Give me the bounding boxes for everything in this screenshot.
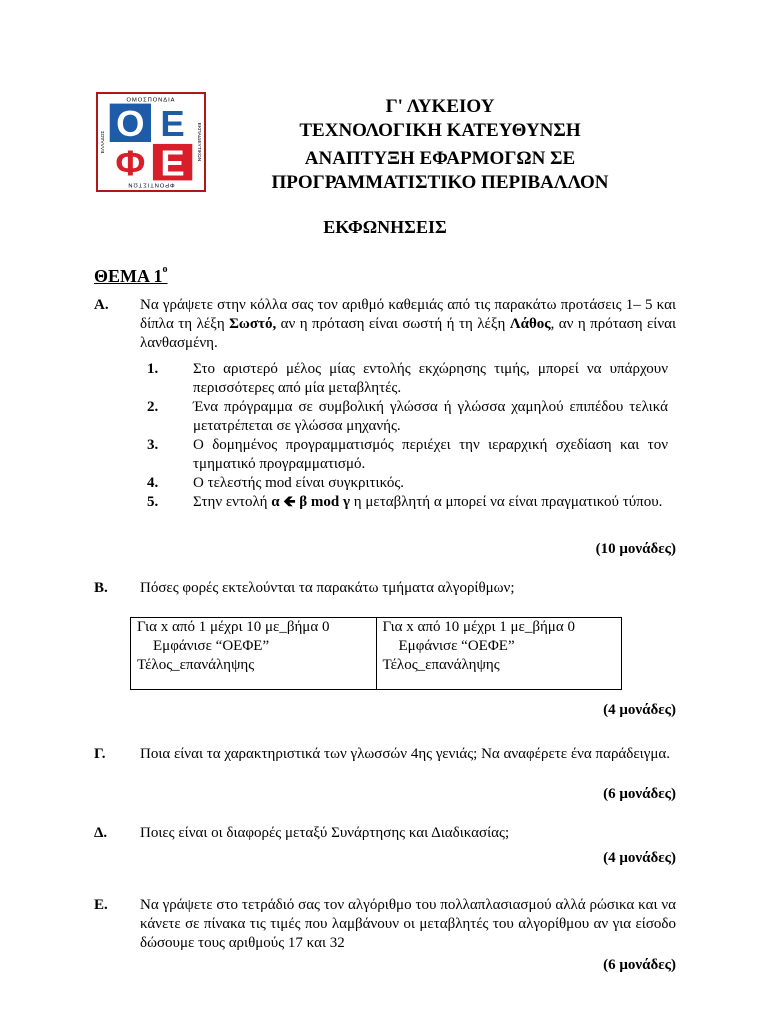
header-class: Γ' ΛΥΚΕΙΟΥ bbox=[385, 96, 495, 117]
question-e-label: Ε. bbox=[94, 897, 108, 913]
algorithm-left bbox=[131, 618, 376, 689]
item-3-number: 3. bbox=[147, 437, 159, 453]
oefe-logo-graphic bbox=[98, 94, 204, 190]
section-title: ΘΕΜΑ $1^o$ bbox=[94, 264, 168, 286]
algorithm-right-line1: Για x από 10 μέχρι 1 με_βήμα 0 bbox=[382, 619, 575, 635]
item-5-text: Στην εντολή α 🡸 β mod γ η μεταβλητή α μπορεί να είναι πραγματικού τύπου. bbox=[193, 494, 663, 510]
header-course-line2: ΠΡΟΓΡΑΜΜΑΤΙΣΤΙΚΟ ΠΕΡΙΒΑΛΛΟΝ bbox=[271, 172, 609, 193]
svg-text:ΦΡΟΝΤΙΣΤΩΝ: ΦΡΟΝΤΙΣΤΩΝ bbox=[127, 181, 175, 188]
header-course-line1: ΑΝΑΠΤΥΞΗ ΕΦΑΡΜΟΓΩΝ ΣΕ bbox=[304, 148, 576, 169]
svg-text:Ε: Ε bbox=[160, 142, 185, 184]
question-g-text: Ποια είναι τα χαρακτηριστικά των γλωσσών 4ης γενιάς; Να αναφέρετε ένα παράδειγμα. bbox=[140, 746, 670, 762]
algorithm-right-line2: Εμφάνισε “ΟΕΦΕ” bbox=[398, 638, 515, 654]
item-1-number: 1. bbox=[147, 361, 159, 377]
algorithm-right-line3: Τέλος_επανάληψης bbox=[382, 657, 500, 673]
question-b-text: Πόσες φορές εκτελούνται τα παρακάτω τμήματα αλγορίθμων; bbox=[140, 580, 515, 596]
algorithm-left-line1: Για x από 1 μέχρι 10 με_βήμα 0 bbox=[137, 619, 330, 635]
algorithm-right bbox=[376, 618, 622, 689]
question-a-label: Α. bbox=[94, 297, 109, 313]
item-2-text: Ένα πρόγραμμα σε συμβολική γλώσσα ή γλώσσα χαμηλού επιπέδου τελικά μετατρέπεται σε γλώσσα μηχανής. bbox=[193, 399, 668, 434]
svg-text:Ο: Ο bbox=[116, 103, 145, 145]
algorithm-table bbox=[130, 617, 622, 690]
question-e-marks: (6 μονάδες) bbox=[603, 957, 676, 973]
item-4-text: Ο τελεστής mod είναι συγκριτικός. bbox=[193, 475, 405, 491]
svg-text:ΕΛΛΑΔΟΣ: ΕΛΛΑΔΟΣ bbox=[100, 130, 106, 154]
item-4-number: 4. bbox=[147, 475, 159, 491]
svg-text:Φ: Φ bbox=[115, 142, 146, 184]
subtitle: ΕΚΦΩΝΗΣΕΙΣ bbox=[323, 217, 447, 237]
question-e-text: Να γράψετε στο τετράδιό σας τον αλγόριθμο του πολλαπλασιασμού αλλά ρώσικα και να κάνετε σε πίνακα τις τιμές που λαμβάνουν οι μεταβλητές του αλγορίθμου αν για είσοδο δώσουμε τους αριθμούς 17 και 32 bbox=[140, 897, 676, 951]
question-g-label: Γ. bbox=[94, 746, 106, 762]
question-b-label: Β. bbox=[94, 580, 108, 596]
question-d-text: Ποιες είναι οι διαφορές μεταξύ Συνάρτησης και Διαδικασίας; bbox=[140, 825, 510, 841]
algorithm-left-line3: Τέλος_επανάληψης bbox=[137, 657, 255, 673]
oefe-logo bbox=[96, 92, 206, 192]
question-d-marks: (4 μονάδες) bbox=[603, 850, 676, 866]
item-1-text: Στο αριστερό μέλος μίας εντολής εκχώρησης τιμής, μπορεί να υπάρχουν περισσότερες από μία μεταβλητές. bbox=[193, 361, 668, 396]
question-a-intro: Να γράψετε στην κόλλα σας τον αριθμό καθεμιάς από τις παρακάτω προτάσεις 1– 5 και δίπλα τη λέξη Σωστό, αν η πρόταση είναι σωστή ή τη λέξη Λάθος, αν η πρόταση είναι λανθασμένη. bbox=[140, 297, 677, 351]
question-b-marks: (4 μονάδες) bbox=[603, 702, 676, 718]
svg-text:ΕΚΠΑΙΔΕΥΤΙΚΩΝ: ΕΚΠΑΙΔΕΥΤΙΚΩΝ bbox=[196, 122, 202, 162]
header-direction: ΤΕΧΝΟΛΟΓΙΚΗ ΚΑΤΕΥΘΥΝΣΗ bbox=[299, 120, 581, 141]
item-5-number: 5. bbox=[147, 494, 159, 510]
item-3-text: Ο δομημένος προγραμματισμός περιέχει την ιεραρχική σχεδίαση και τον τμηματικό προγραμματισμό. bbox=[193, 437, 668, 472]
algorithm-left-line2: Εμφάνισε “ΟΕΦΕ” bbox=[153, 638, 270, 654]
question-g-marks: (6 μονάδες) bbox=[603, 786, 676, 802]
svg-text:ΟΜΟΣΠΟΝΔΙΑ: ΟΜΟΣΠΟΝΔΙΑ bbox=[126, 97, 176, 104]
svg-text:Ε: Ε bbox=[160, 103, 185, 145]
item-2-number: 2. bbox=[147, 399, 159, 415]
question-d-label: Δ. bbox=[94, 825, 108, 841]
question-a-marks: (10 μονάδες) bbox=[595, 541, 676, 557]
